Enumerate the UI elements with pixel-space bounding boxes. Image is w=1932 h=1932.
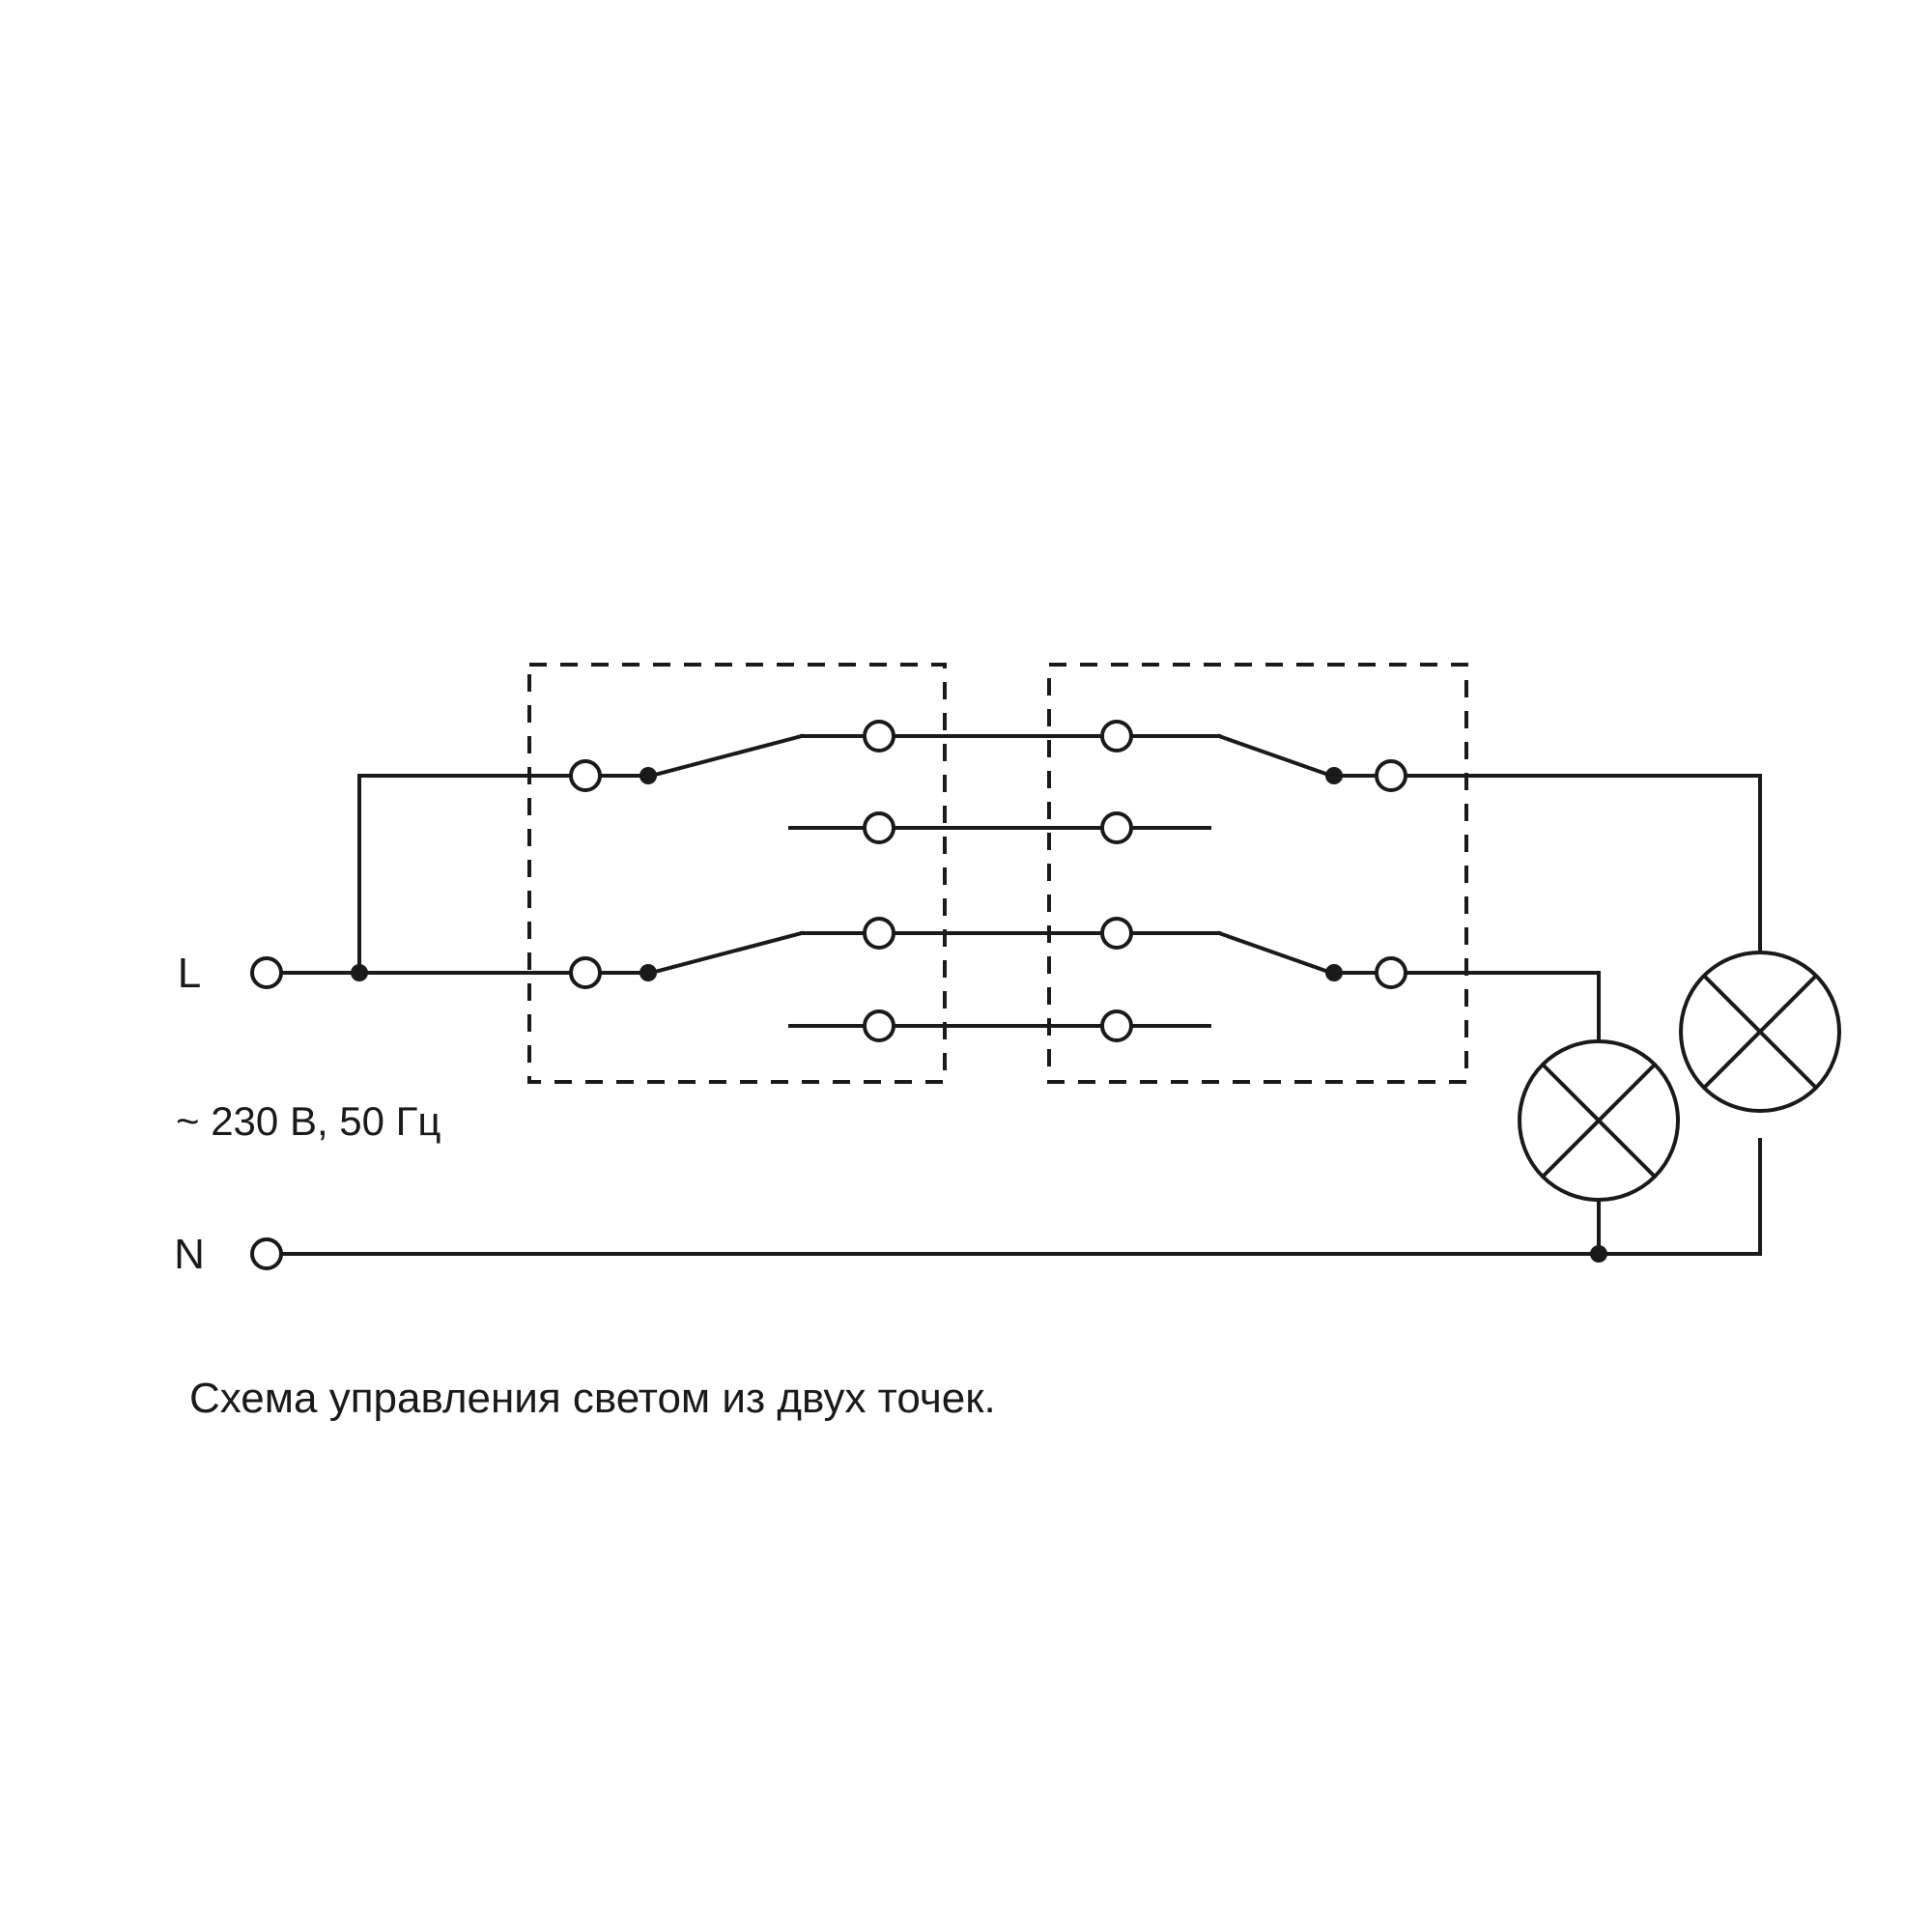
contact-right-box-in-3 (1102, 919, 1131, 948)
pivot-dot-left-lower (639, 964, 657, 981)
contact-left-upper-common (571, 761, 600, 790)
label-supply-voltage: ~ 230 В, 50 Гц (176, 1098, 441, 1144)
contact-left-box-out-2 (865, 813, 894, 842)
contact-right-box-in-1 (1102, 722, 1131, 751)
pivot-dot-left-upper (639, 767, 657, 784)
diagram-caption: Схема управления светом из двух точек. (189, 1375, 996, 1422)
pivot-dot-right-lower (1325, 964, 1343, 981)
contact-right-upper-common (1377, 761, 1406, 790)
terminal-n (252, 1239, 281, 1268)
blade-left-lower (651, 933, 802, 973)
contact-right-box-in-2 (1102, 813, 1131, 842)
junction-dot-line (351, 964, 368, 981)
contact-left-box-out-4 (865, 1011, 894, 1040)
contact-left-lower-common (571, 958, 600, 987)
lamp-front (1520, 1041, 1678, 1200)
pivot-dot-right-upper (1325, 767, 1343, 784)
contact-right-box-in-4 (1102, 1011, 1131, 1040)
junction-dot-neutral (1590, 1245, 1607, 1263)
contact-right-lower-common (1377, 958, 1406, 987)
contact-left-box-out-3 (865, 919, 894, 948)
blade-right-lower (1219, 933, 1331, 973)
lamp-back (1681, 952, 1839, 1111)
label-terminal-l: L (177, 950, 202, 997)
blade-right-upper (1219, 736, 1331, 776)
label-terminal-n: N (174, 1231, 205, 1278)
blade-left-upper (651, 736, 802, 776)
contact-left-box-out-1 (865, 722, 894, 751)
terminal-l (252, 958, 281, 987)
